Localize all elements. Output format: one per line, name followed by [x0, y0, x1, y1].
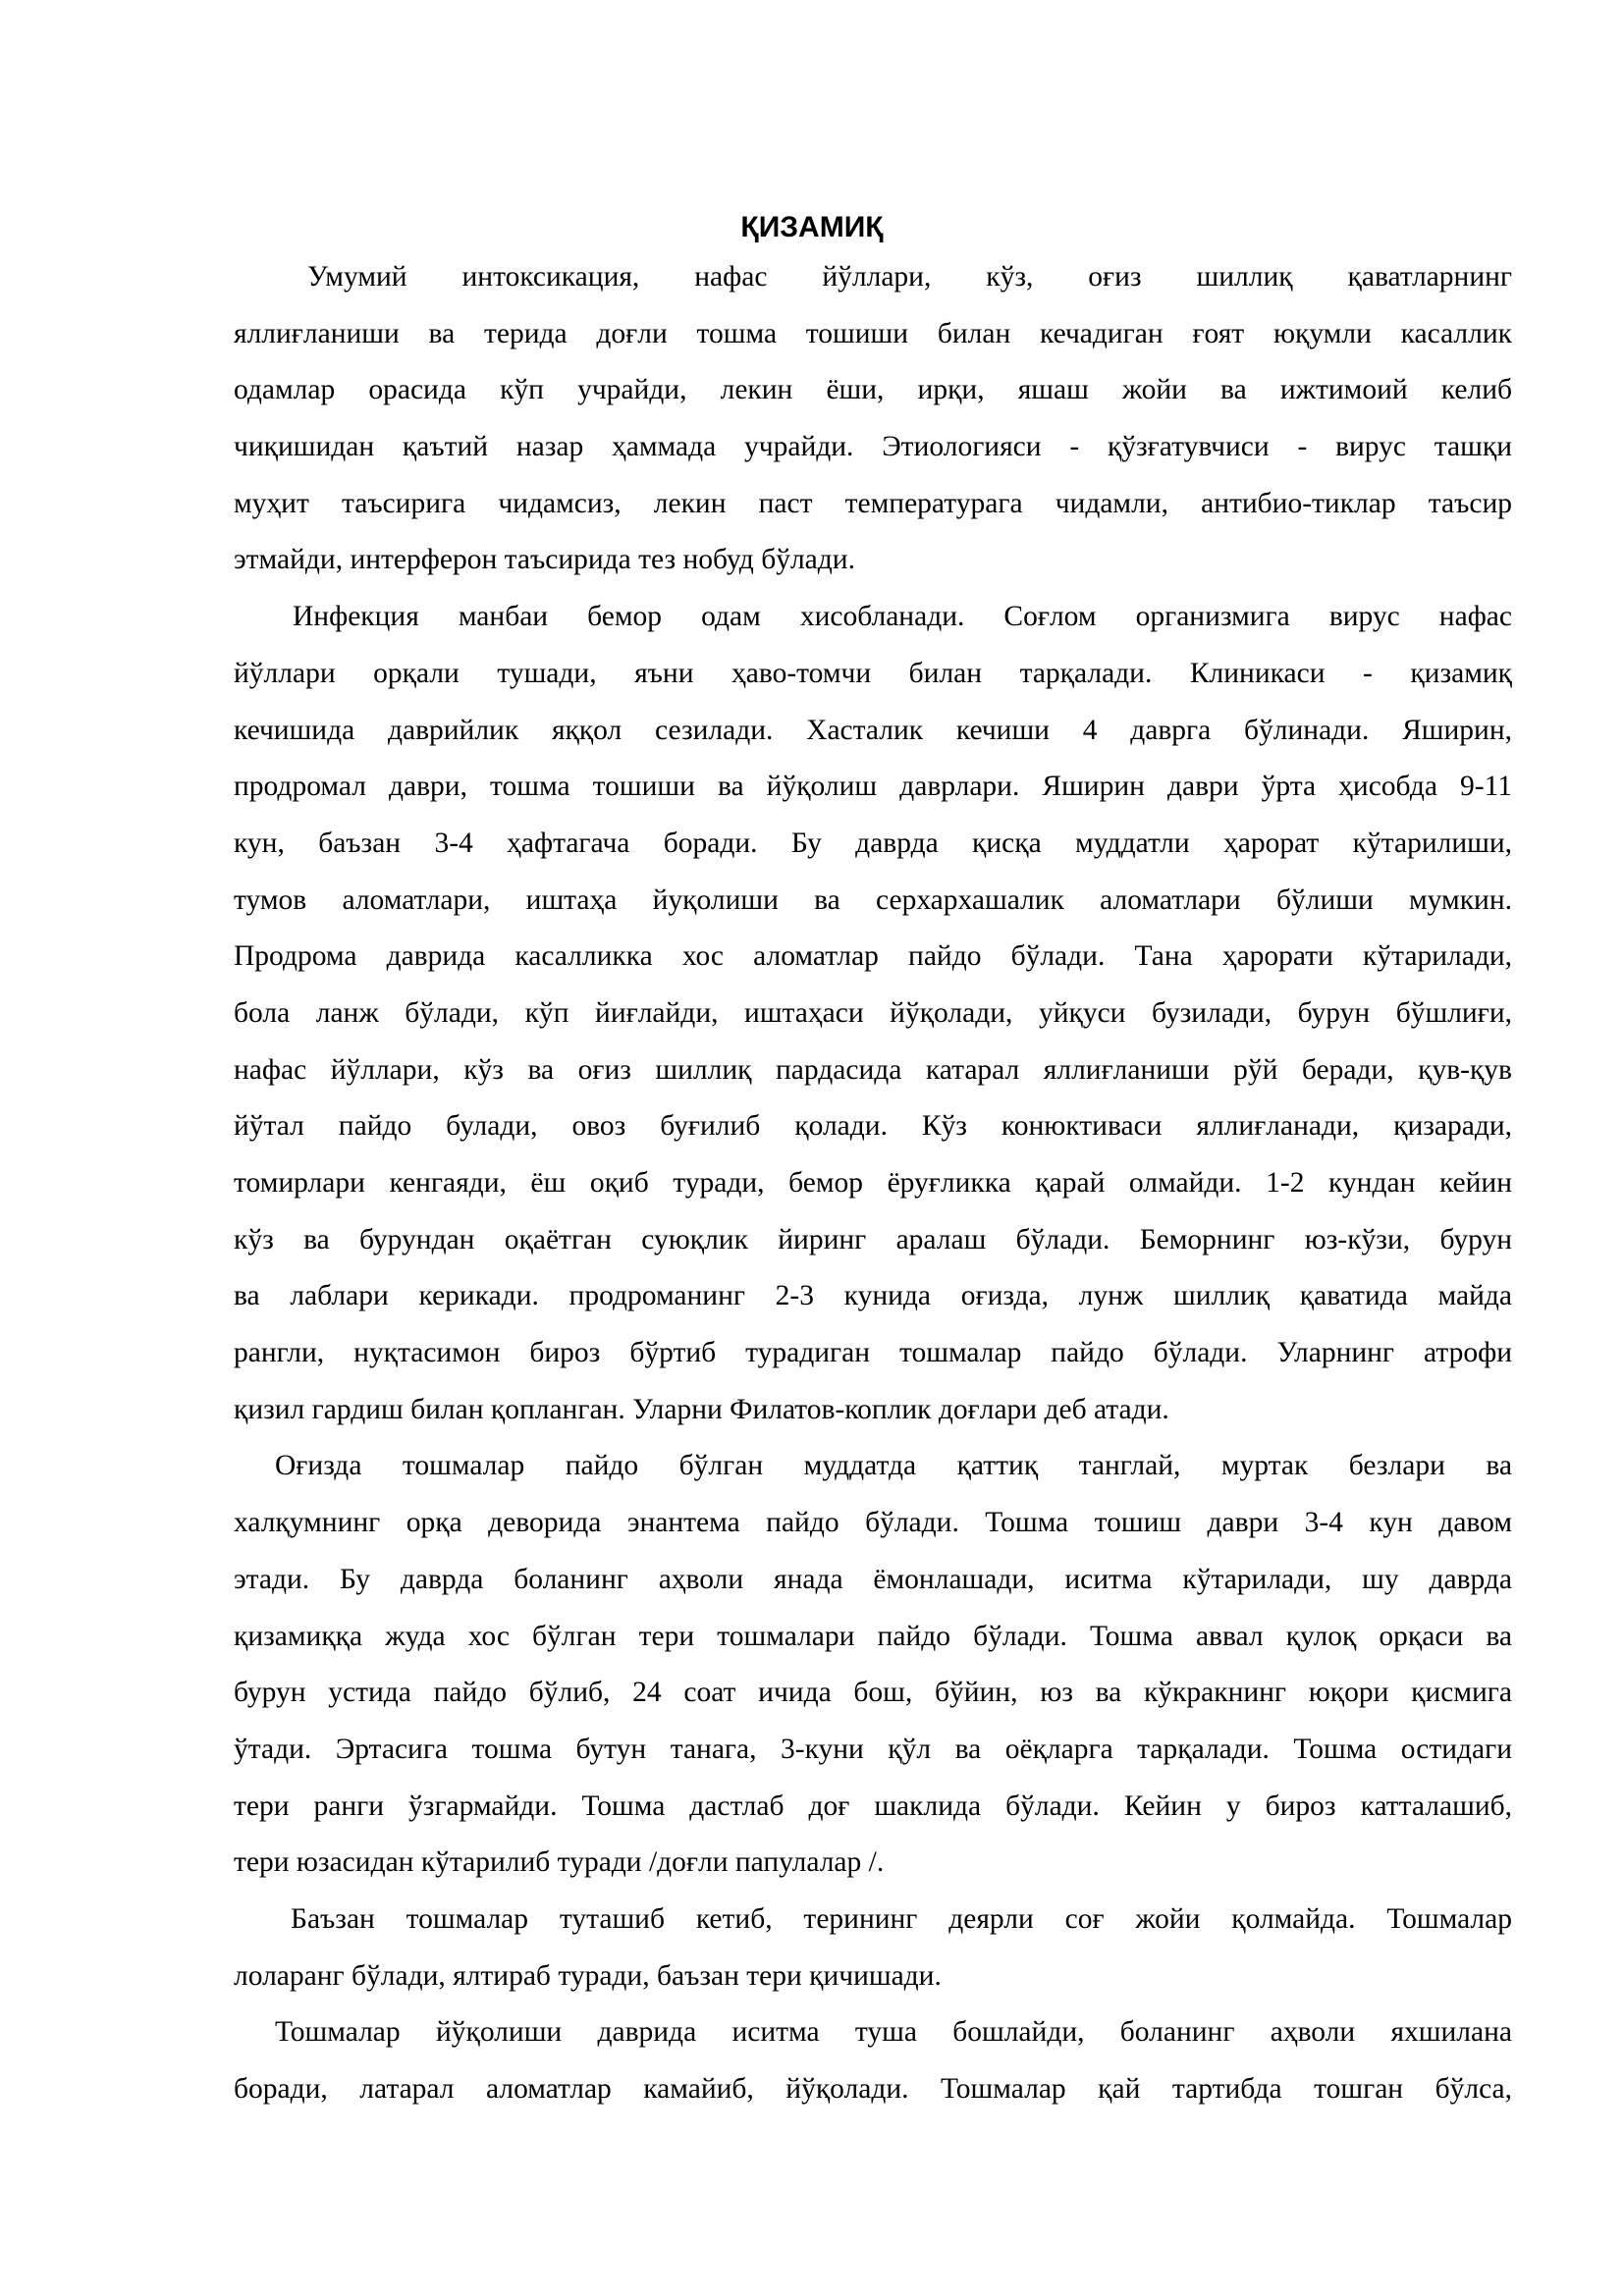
text-line: йўтал пайдо булади, овоз буғилиб қолади. Кўз конюктиваси яллиғланади, қизаради,: [234, 1110, 1512, 1143]
paragraph: [234, 1438, 1512, 1892]
text-line: этмайди, интерферон таъсирида тез нобуд бўлади.: [234, 544, 855, 576]
text-line: ўтади. Эртасига тошма бутун танага, 3-куни қўл ва оёқларга тарқалади. Тошма остидаги: [234, 1733, 1512, 1765]
paragraph: [234, 249, 1512, 589]
text-line: қизамиққа жуда хос бўлган тери тошмалари пайдо бўлади. Тошма аввал қулоқ орқаси ва: [234, 1620, 1512, 1652]
text-line: Инфекция манбаи бемор одам хисобланади. Соғлом организмига вирус нафас: [293, 601, 1512, 633]
paragraph: [234, 589, 1512, 1438]
text-line: Продрома даврида касалликка хос аломатлар пайдо бўлади. Тана ҳарорати кўтарилади,: [234, 940, 1512, 973]
text-line: қизил гардиш билан қопланган. Уларни Филатов-коплик доғлари деб атади.: [234, 1393, 1169, 1425]
text-line: тери юзасидан кўтарилиб туради /доғли папулалар /.: [234, 1846, 885, 1879]
text-line: кун, баъзан 3-4 ҳафтагача боради. Бу даврда қисқа муддатли ҳарорат кўтарилиши,: [234, 827, 1512, 859]
text-line: йўллари орқали тушади, яъни ҳаво-томчи билан тарқалади. Клиникаси - қизамиқ: [234, 657, 1512, 689]
text-line: чиқишидан қаътий назар ҳаммада учрайди. Этиологияси - қўзғатувчиси - вирус ташқи: [234, 431, 1512, 463]
text-line: одамлар орасида кўп учрайди, лекин ёши, ирқи, яшаш жойи ва ижтимоий келиб: [234, 374, 1512, 406]
text-line: ва лаблари керикади. продроманинг 2-3 кунида оғизда, лунж шиллиқ қаватида майда: [234, 1280, 1512, 1312]
text-line: Умумий интоксикация, нафас йўллари, кўз, оғиз шиллиқ қаватларнинг: [307, 261, 1512, 293]
text-line: кечишида даврийлик яққол сезилади. Хасталик кечиши 4 даврга бўлинади. Яширин,: [234, 714, 1512, 746]
text-line: бурун устида пайдо бўлиб, 24 соат ичида бош, бўйин, юз ва кўкракнинг юқори қисмига: [234, 1677, 1512, 1709]
text-line: Баъзан тошмалар туташиб кетиб, терининг деярли соғ жойи қолмайда. Тошмалар: [291, 1902, 1512, 1935]
paragraph: [234, 2004, 1512, 2117]
document-title: ҚИЗАМИҚ: [740, 211, 884, 243]
text-line: этади. Бу даврда боланинг аҳволи янада ёмонлашади, иситма кўтарилади, шу даврда: [234, 1563, 1512, 1595]
document-body: [234, 249, 1512, 2118]
text-line: боради, латарал аломатлар камайиб, йўқолади. Тошмалар қай тартибда тошган бўлса,: [234, 2073, 1512, 2105]
text-line: рангли, нуқтасимон бироз бўртиб турадиган тошмалар пайдо бўлади. Уларнинг атрофи: [234, 1337, 1512, 1369]
text-line: продромал даври, тошма тошиши ва йўқолиш даврлари. Яширин даври ўрта ҳисобда 9-11: [234, 771, 1512, 803]
text-line: муҳит таъсирига чидамсиз, лекин паст температурага чидамли, антибио-тиклар таъсир: [234, 487, 1512, 519]
text-line: яллиғланиши ва терида доғли тошма тошиши билан кечадиган ғоят юқумли касаллик: [234, 317, 1512, 349]
paragraph: [234, 1892, 1512, 2004]
text-line: нафас йўллари, кўз ва оғиз шиллиқ пардасида катарал яллиғланиши рўй беради, қув-қув: [234, 1053, 1512, 1086]
text-line: бола ланж бўлади, кўп йиғлайди, иштаҳаси йўқолади, уйқуси бузилади, бурун бўшлиғи,: [234, 996, 1512, 1029]
text-line: лоларанг бўлади, ялтираб туради, баъзан тери қичишади.: [234, 1959, 942, 1992]
text-line: кўз ва бурундан оқаётган суюқлик йиринг аралаш бўлади. Беморнинг юз-кўзи, бурун: [234, 1223, 1512, 1255]
text-line: тери ранги ўзгармайди. Тошма дастлаб доғ шаклида бўлади. Кейин у бироз катталашиб,: [234, 1789, 1512, 1822]
text-line: Оғизда тошмалар пайдо бўлган муддатда қаттиқ танглай, муртак безлари ва: [275, 1450, 1512, 1482]
text-line: Тошмалар йўқолиши даврида иситма туша бошлайди, боланинг аҳволи яхшилана: [275, 2016, 1512, 2049]
text-line: томирлари кенгаяди, ёш оқиб туради, бемор ёруғликка қарай олмайди. 1-2 кундан кейин: [234, 1167, 1512, 1199]
text-line: халқумнинг орқа деворида энантема пайдо бўлади. Тошма тошиш даври 3-4 кун давом: [234, 1507, 1512, 1539]
text-line: тумов аломатлари, иштаҳа йуқолиши ва серхархашалик аломатлари бўлиши мумкин.: [234, 883, 1512, 916]
